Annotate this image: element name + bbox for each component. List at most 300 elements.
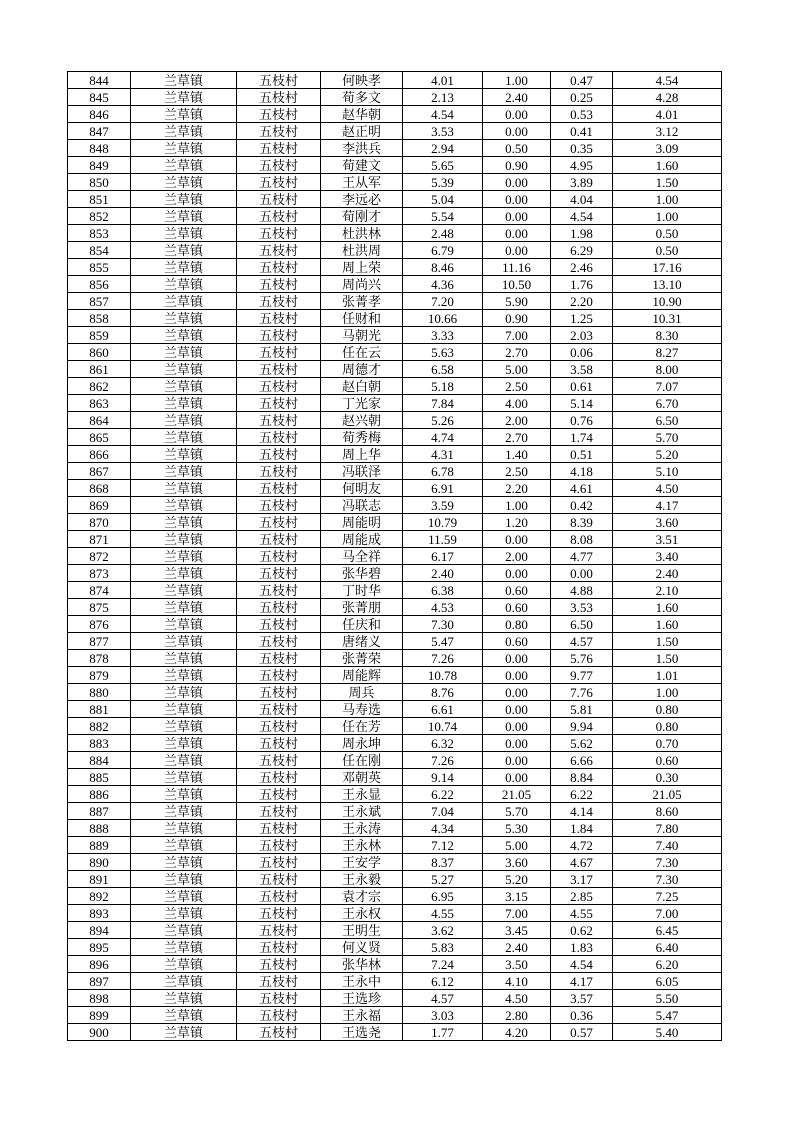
value-3-cell: 4.57: [551, 633, 613, 650]
town-cell: 兰草镇: [131, 871, 237, 888]
value-1-cell: 8.76: [403, 684, 483, 701]
value-2-cell: 7.00: [483, 905, 551, 922]
row-number-cell: 896: [68, 956, 131, 973]
row-number-cell: 854: [68, 242, 131, 259]
value-2-cell: 5.90: [483, 293, 551, 310]
name-cell: 张华碧: [321, 565, 403, 582]
table-row: [68, 89, 722, 106]
value-3-cell: 0.36: [551, 1007, 613, 1024]
value-2-cell: 2.00: [483, 548, 551, 565]
value-3-cell: 5.14: [551, 395, 613, 412]
table-row: [68, 106, 722, 123]
value-1-cell: 2.40: [403, 565, 483, 582]
town-cell: 兰草镇: [131, 497, 237, 514]
table-row: [68, 480, 722, 497]
row-number-cell: 880: [68, 684, 131, 701]
name-cell: 李远必: [321, 191, 403, 208]
row-number-cell: 849: [68, 157, 131, 174]
village-cell: 五枝村: [237, 922, 321, 939]
value-4-cell: 1.00: [613, 208, 722, 225]
row-number-cell: 877: [68, 633, 131, 650]
table-row: [68, 225, 722, 242]
data-table: [67, 71, 722, 1041]
value-4-cell: 6.45: [613, 922, 722, 939]
value-3-cell: 4.04: [551, 191, 613, 208]
value-4-cell: 2.40: [613, 565, 722, 582]
value-1-cell: 4.31: [403, 446, 483, 463]
value-2-cell: 0.60: [483, 599, 551, 616]
value-2-cell: 5.30: [483, 820, 551, 837]
village-cell: 五枝村: [237, 752, 321, 769]
row-number-cell: 887: [68, 803, 131, 820]
village-cell: 五枝村: [237, 191, 321, 208]
value-3-cell: 3.58: [551, 361, 613, 378]
value-2-cell: 0.90: [483, 157, 551, 174]
value-1-cell: 6.61: [403, 701, 483, 718]
value-2-cell: 0.00: [483, 123, 551, 140]
name-cell: 周上荣: [321, 259, 403, 276]
value-3-cell: 0.53: [551, 106, 613, 123]
value-1-cell: 10.78: [403, 667, 483, 684]
value-3-cell: 0.42: [551, 497, 613, 514]
name-cell: 赵兴朝: [321, 412, 403, 429]
village-cell: 五枝村: [237, 718, 321, 735]
name-cell: 周能成: [321, 531, 403, 548]
value-3-cell: 5.62: [551, 735, 613, 752]
value-4-cell: 8.00: [613, 361, 722, 378]
town-cell: 兰草镇: [131, 582, 237, 599]
name-cell: 王从军: [321, 174, 403, 191]
town-cell: 兰草镇: [131, 888, 237, 905]
value-1-cell: 7.84: [403, 395, 483, 412]
town-cell: 兰草镇: [131, 225, 237, 242]
town-cell: 兰草镇: [131, 89, 237, 106]
village-cell: 五枝村: [237, 837, 321, 854]
row-number-cell: 870: [68, 514, 131, 531]
village-cell: 五枝村: [237, 242, 321, 259]
value-1-cell: 5.18: [403, 378, 483, 395]
name-cell: 马寿选: [321, 701, 403, 718]
value-1-cell: 11.59: [403, 531, 483, 548]
value-4-cell: 21.05: [613, 786, 722, 803]
table-row: [68, 752, 722, 769]
value-3-cell: 4.72: [551, 837, 613, 854]
table-row: [68, 412, 722, 429]
value-2-cell: 0.00: [483, 106, 551, 123]
village-cell: 五枝村: [237, 174, 321, 191]
town-cell: 兰草镇: [131, 446, 237, 463]
row-number-cell: 888: [68, 820, 131, 837]
town-cell: 兰草镇: [131, 854, 237, 871]
value-4-cell: 3.40: [613, 548, 722, 565]
table-row: [68, 259, 722, 276]
village-cell: 五枝村: [237, 310, 321, 327]
row-number-cell: 859: [68, 327, 131, 344]
village-cell: 五枝村: [237, 667, 321, 684]
town-cell: 兰草镇: [131, 106, 237, 123]
village-cell: 五枝村: [237, 344, 321, 361]
value-4-cell: 1.00: [613, 684, 722, 701]
value-3-cell: 0.61: [551, 378, 613, 395]
village-cell: 五枝村: [237, 582, 321, 599]
table-row: [68, 888, 722, 905]
table-row: [68, 565, 722, 582]
value-1-cell: 5.04: [403, 191, 483, 208]
value-4-cell: 8.30: [613, 327, 722, 344]
name-cell: 赵华朝: [321, 106, 403, 123]
row-number-cell: 851: [68, 191, 131, 208]
value-4-cell: 3.60: [613, 514, 722, 531]
value-4-cell: 8.27: [613, 344, 722, 361]
value-3-cell: 0.35: [551, 140, 613, 157]
value-1-cell: 10.74: [403, 718, 483, 735]
village-cell: 五枝村: [237, 395, 321, 412]
town-cell: 兰草镇: [131, 820, 237, 837]
value-2-cell: 0.00: [483, 701, 551, 718]
value-1-cell: 4.36: [403, 276, 483, 293]
name-cell: 王永林: [321, 837, 403, 854]
value-2-cell: 5.20: [483, 871, 551, 888]
value-3-cell: 9.77: [551, 667, 613, 684]
row-number-cell: 872: [68, 548, 131, 565]
value-2-cell: 2.20: [483, 480, 551, 497]
table-row: [68, 633, 722, 650]
town-cell: 兰草镇: [131, 633, 237, 650]
value-3-cell: 0.41: [551, 123, 613, 140]
village-cell: 五枝村: [237, 803, 321, 820]
table-row: [68, 429, 722, 446]
value-2-cell: 0.00: [483, 174, 551, 191]
value-4-cell: 0.30: [613, 769, 722, 786]
town-cell: 兰草镇: [131, 514, 237, 531]
value-4-cell: 10.31: [613, 310, 722, 327]
table-row: [68, 208, 722, 225]
village-cell: 五枝村: [237, 208, 321, 225]
value-3-cell: 1.76: [551, 276, 613, 293]
value-4-cell: 6.05: [613, 973, 722, 990]
value-1-cell: 4.74: [403, 429, 483, 446]
value-1-cell: 6.78: [403, 463, 483, 480]
name-cell: 周上华: [321, 446, 403, 463]
value-4-cell: 1.50: [613, 174, 722, 191]
town-cell: 兰草镇: [131, 565, 237, 582]
town-cell: 兰草镇: [131, 769, 237, 786]
row-number-cell: 899: [68, 1007, 131, 1024]
name-cell: 周德才: [321, 361, 403, 378]
value-1-cell: 6.79: [403, 242, 483, 259]
value-1-cell: 4.01: [403, 72, 483, 89]
village-cell: 五枝村: [237, 327, 321, 344]
table-row: [68, 922, 722, 939]
village-cell: 五枝村: [237, 854, 321, 871]
name-cell: 丁时华: [321, 582, 403, 599]
value-3-cell: 8.84: [551, 769, 613, 786]
value-2-cell: 2.70: [483, 344, 551, 361]
table-row: [68, 378, 722, 395]
value-1-cell: 3.53: [403, 123, 483, 140]
value-4-cell: 1.60: [613, 157, 722, 174]
table-row: [68, 1007, 722, 1024]
row-number-cell: 874: [68, 582, 131, 599]
value-1-cell: 6.38: [403, 582, 483, 599]
name-cell: 张菁荣: [321, 650, 403, 667]
village-cell: 五枝村: [237, 276, 321, 293]
village-cell: 五枝村: [237, 633, 321, 650]
value-4-cell: 7.07: [613, 378, 722, 395]
village-cell: 五枝村: [237, 140, 321, 157]
town-cell: 兰草镇: [131, 157, 237, 174]
value-1-cell: 6.17: [403, 548, 483, 565]
row-number-cell: 886: [68, 786, 131, 803]
village-cell: 五枝村: [237, 888, 321, 905]
name-cell: 任在芳: [321, 718, 403, 735]
table-row: [68, 463, 722, 480]
value-4-cell: 7.25: [613, 888, 722, 905]
value-1-cell: 4.53: [403, 599, 483, 616]
village-cell: 五枝村: [237, 412, 321, 429]
name-cell: 王永斌: [321, 803, 403, 820]
table-row: [68, 735, 722, 752]
name-cell: 张菁孝: [321, 293, 403, 310]
table-row: [68, 310, 722, 327]
name-cell: 王永显: [321, 786, 403, 803]
table-row: [68, 616, 722, 633]
name-cell: 王安学: [321, 854, 403, 871]
row-number-cell: 875: [68, 599, 131, 616]
table-row: [68, 72, 722, 89]
value-1-cell: 8.37: [403, 854, 483, 871]
value-1-cell: 7.20: [403, 293, 483, 310]
name-cell: 荀刚才: [321, 208, 403, 225]
town-cell: 兰草镇: [131, 174, 237, 191]
table-row: [68, 820, 722, 837]
value-1-cell: 4.55: [403, 905, 483, 922]
value-3-cell: 9.94: [551, 718, 613, 735]
village-cell: 五枝村: [237, 616, 321, 633]
value-1-cell: 3.62: [403, 922, 483, 939]
value-4-cell: 0.80: [613, 701, 722, 718]
village-cell: 五枝村: [237, 157, 321, 174]
table-row: [68, 531, 722, 548]
value-4-cell: 0.60: [613, 752, 722, 769]
table-row: [68, 871, 722, 888]
name-cell: 马朝光: [321, 327, 403, 344]
value-1-cell: 5.63: [403, 344, 483, 361]
row-number-cell: 881: [68, 701, 131, 718]
name-cell: 何明友: [321, 480, 403, 497]
value-2-cell: 5.70: [483, 803, 551, 820]
value-4-cell: 6.40: [613, 939, 722, 956]
row-number-cell: 890: [68, 854, 131, 871]
table-row: [68, 361, 722, 378]
name-cell: 周永坤: [321, 735, 403, 752]
value-4-cell: 7.30: [613, 854, 722, 871]
name-cell: 王永福: [321, 1007, 403, 1024]
name-cell: 任庆和: [321, 616, 403, 633]
value-3-cell: 1.98: [551, 225, 613, 242]
value-3-cell: 0.62: [551, 922, 613, 939]
name-cell: 王选尧: [321, 1024, 403, 1041]
value-2-cell: 0.00: [483, 191, 551, 208]
value-3-cell: 1.83: [551, 939, 613, 956]
row-number-cell: 865: [68, 429, 131, 446]
value-3-cell: 3.17: [551, 871, 613, 888]
value-4-cell: 5.20: [613, 446, 722, 463]
value-4-cell: 0.50: [613, 242, 722, 259]
value-1-cell: 4.54: [403, 106, 483, 123]
town-cell: 兰草镇: [131, 939, 237, 956]
name-cell: 杜洪林: [321, 225, 403, 242]
value-1-cell: 1.77: [403, 1024, 483, 1041]
value-3-cell: 8.08: [551, 531, 613, 548]
table-row: [68, 803, 722, 820]
town-cell: 兰草镇: [131, 752, 237, 769]
value-2-cell: 0.80: [483, 616, 551, 633]
village-cell: 五枝村: [237, 973, 321, 990]
name-cell: 任财和: [321, 310, 403, 327]
value-2-cell: 0.00: [483, 242, 551, 259]
value-2-cell: 1.20: [483, 514, 551, 531]
value-2-cell: 2.00: [483, 412, 551, 429]
value-3-cell: 3.89: [551, 174, 613, 191]
name-cell: 荀秀梅: [321, 429, 403, 446]
value-1-cell: 5.47: [403, 633, 483, 650]
town-cell: 兰草镇: [131, 837, 237, 854]
town-cell: 兰草镇: [131, 616, 237, 633]
table-row: [68, 905, 722, 922]
town-cell: 兰草镇: [131, 463, 237, 480]
town-cell: 兰草镇: [131, 72, 237, 89]
village-cell: 五枝村: [237, 786, 321, 803]
row-number-cell: 862: [68, 378, 131, 395]
village-cell: 五枝村: [237, 905, 321, 922]
town-cell: 兰草镇: [131, 956, 237, 973]
value-3-cell: 2.85: [551, 888, 613, 905]
value-1-cell: 6.95: [403, 888, 483, 905]
name-cell: 周尚兴: [321, 276, 403, 293]
row-number-cell: 876: [68, 616, 131, 633]
value-1-cell: 10.79: [403, 514, 483, 531]
value-4-cell: 3.51: [613, 531, 722, 548]
value-4-cell: 4.54: [613, 72, 722, 89]
town-cell: 兰草镇: [131, 735, 237, 752]
table-row: [68, 1024, 722, 1041]
row-number-cell: 883: [68, 735, 131, 752]
value-4-cell: 1.50: [613, 633, 722, 650]
table-row: [68, 497, 722, 514]
row-number-cell: 889: [68, 837, 131, 854]
value-2-cell: 0.00: [483, 735, 551, 752]
value-3-cell: 4.61: [551, 480, 613, 497]
name-cell: 王永中: [321, 973, 403, 990]
table-row: [68, 701, 722, 718]
value-4-cell: 1.60: [613, 599, 722, 616]
table-row: [68, 990, 722, 1007]
value-4-cell: 5.47: [613, 1007, 722, 1024]
town-cell: 兰草镇: [131, 208, 237, 225]
town-cell: 兰草镇: [131, 684, 237, 701]
table-row: [68, 684, 722, 701]
town-cell: 兰草镇: [131, 191, 237, 208]
value-2-cell: 3.50: [483, 956, 551, 973]
value-4-cell: 1.50: [613, 650, 722, 667]
value-4-cell: 10.90: [613, 293, 722, 310]
village-cell: 五枝村: [237, 1024, 321, 1041]
value-2-cell: 4.20: [483, 1024, 551, 1041]
value-3-cell: 4.54: [551, 956, 613, 973]
town-cell: 兰草镇: [131, 276, 237, 293]
village-cell: 五枝村: [237, 956, 321, 973]
row-number-cell: 855: [68, 259, 131, 276]
value-3-cell: 1.74: [551, 429, 613, 446]
value-1-cell: 7.26: [403, 752, 483, 769]
value-1-cell: 7.26: [403, 650, 483, 667]
town-cell: 兰草镇: [131, 973, 237, 990]
value-2-cell: 10.50: [483, 276, 551, 293]
value-3-cell: 3.57: [551, 990, 613, 1007]
value-3-cell: 3.53: [551, 599, 613, 616]
value-4-cell: 0.80: [613, 718, 722, 735]
town-cell: 兰草镇: [131, 531, 237, 548]
value-2-cell: 4.00: [483, 395, 551, 412]
town-cell: 兰草镇: [131, 344, 237, 361]
row-number-cell: 850: [68, 174, 131, 191]
table-row: [68, 786, 722, 803]
row-number-cell: 853: [68, 225, 131, 242]
value-3-cell: 4.14: [551, 803, 613, 820]
value-3-cell: 5.76: [551, 650, 613, 667]
village-cell: 五枝村: [237, 990, 321, 1007]
value-4-cell: 5.40: [613, 1024, 722, 1041]
town-cell: 兰草镇: [131, 650, 237, 667]
value-2-cell: 4.50: [483, 990, 551, 1007]
name-cell: 任在刚: [321, 752, 403, 769]
town-cell: 兰草镇: [131, 123, 237, 140]
village-cell: 五枝村: [237, 939, 321, 956]
value-2-cell: 3.60: [483, 854, 551, 871]
table-row: [68, 582, 722, 599]
value-2-cell: 5.00: [483, 361, 551, 378]
value-1-cell: 6.91: [403, 480, 483, 497]
town-cell: 兰草镇: [131, 922, 237, 939]
value-3-cell: 0.00: [551, 565, 613, 582]
name-cell: 何映孝: [321, 72, 403, 89]
village-cell: 五枝村: [237, 684, 321, 701]
value-2-cell: 0.00: [483, 208, 551, 225]
value-1-cell: 7.04: [403, 803, 483, 820]
value-1-cell: 5.39: [403, 174, 483, 191]
town-cell: 兰草镇: [131, 242, 237, 259]
village-cell: 五枝村: [237, 72, 321, 89]
row-number-cell: 885: [68, 769, 131, 786]
row-number-cell: 897: [68, 973, 131, 990]
town-cell: 兰草镇: [131, 310, 237, 327]
town-cell: 兰草镇: [131, 412, 237, 429]
row-number-cell: 898: [68, 990, 131, 1007]
name-cell: 王永涛: [321, 820, 403, 837]
value-1-cell: 8.46: [403, 259, 483, 276]
value-2-cell: 0.60: [483, 633, 551, 650]
table-row: [68, 123, 722, 140]
name-cell: 丁光家: [321, 395, 403, 412]
town-cell: 兰草镇: [131, 429, 237, 446]
value-1-cell: 9.14: [403, 769, 483, 786]
name-cell: 赵白朝: [321, 378, 403, 395]
town-cell: 兰草镇: [131, 990, 237, 1007]
value-4-cell: 7.40: [613, 837, 722, 854]
value-1-cell: 7.30: [403, 616, 483, 633]
row-number-cell: 882: [68, 718, 131, 735]
